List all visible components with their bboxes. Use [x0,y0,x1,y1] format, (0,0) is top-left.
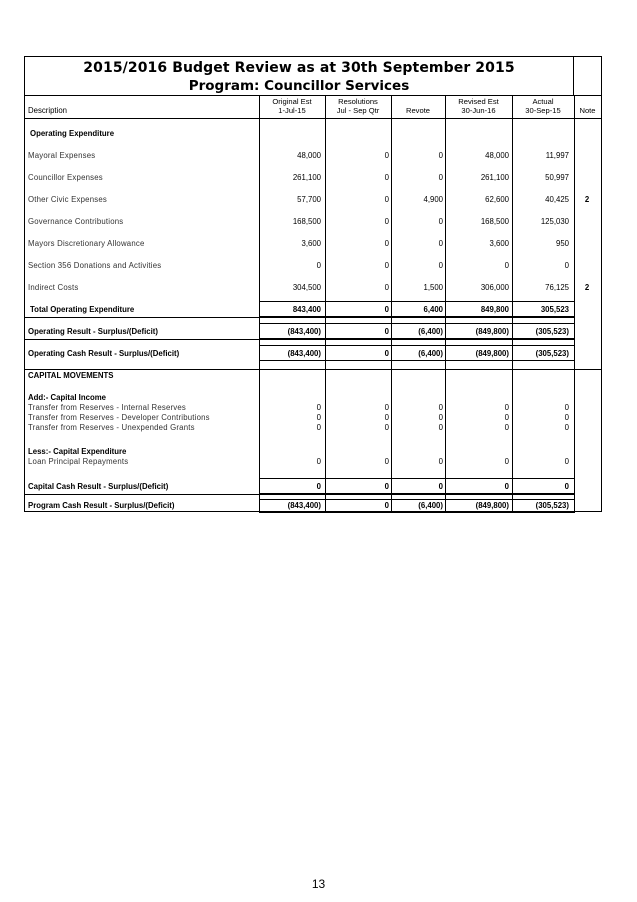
operating-heading: Operating Expenditure [30,129,115,138]
col-actual: Actual 30-Sep-15 [525,97,561,115]
col-resolutions: Resolutions Jul - Sep Qtr [336,97,380,115]
note-ref: 2 [584,283,590,292]
col-note: Note [579,106,596,115]
col-revote: Revote [405,106,431,115]
report-title: 2015/2016 Budget Review as at 30th September 2015 [83,60,515,76]
col-revised-est: Revised Est 30-Jun-16 [458,97,499,115]
capital-expenditure-heading: Less:- Capital Expenditure [28,447,127,456]
capital-heading: CAPITAL MOVEMENTS [28,371,114,380]
program-title: Program: Councillor Services [188,78,410,94]
title-block [25,57,574,95]
note-ref: 2 [584,195,590,204]
capital-income-heading: Add:- Capital Income [28,393,106,402]
col-description: Description [28,106,67,115]
page-number: 13 [311,877,326,891]
budget-review-table: 2015/2016 Budget Review as at 30th September 2015 Program: Councillor Services Description Original Est 1-Jul-15 Resolutions Jul - Sep Qtr Revote Revised Est 30-Jun-16 Actual 30-Sep-15 Note Operating Expenditure Mayoral Expenses 48,000 0 0 48,000 11,997 Councillor Expenses 261,100 0 0 261,100 50,997 Other Civic Expenses 57,700 0 4,900 62,600 40,425 2 Governance Contributions 168,500 0 0 168,500 125,030 Mayors Discretionary Allowance 3,600 0 0 3,600 950 Section 356 Donations and Activities 0 0 0 0 0 Indirect Costs 304,500 0 1,500 306,000 76,125 2 Total Operating Expenditure 843,400 0 6,400 849,800 305,523 Operating Result - Surplus/(Deficit) (843,400) 0 (6,400) (849,800) (305,523) Operating Cash Result - Surplus/(Deficit) (843,400) 0 (6,400) (849,800) (305,523) CAPITAL MOVEMENTS Add:- Capital Income Transfer from Reserves - Internal Reserves 0 0 0 0 0 Transfer from Reserves - Developer Contributions 0 0 0 0 0 Transfer from Reserves - Unexpended Grants 0 0 0 0 0 Less:- Capital Expenditure Loan Principal Repayments 0 0 0 0 0 Capital Cash Result - Surplus/(Deficit) 0 0 0 0 0 Program Cash Result - Surplus/(Deficit) (843,400) 0 (6,400) (849,800) (305,523) [24,56,602,512]
col-original-est: Original Est 1-Jul-15 [272,97,312,115]
